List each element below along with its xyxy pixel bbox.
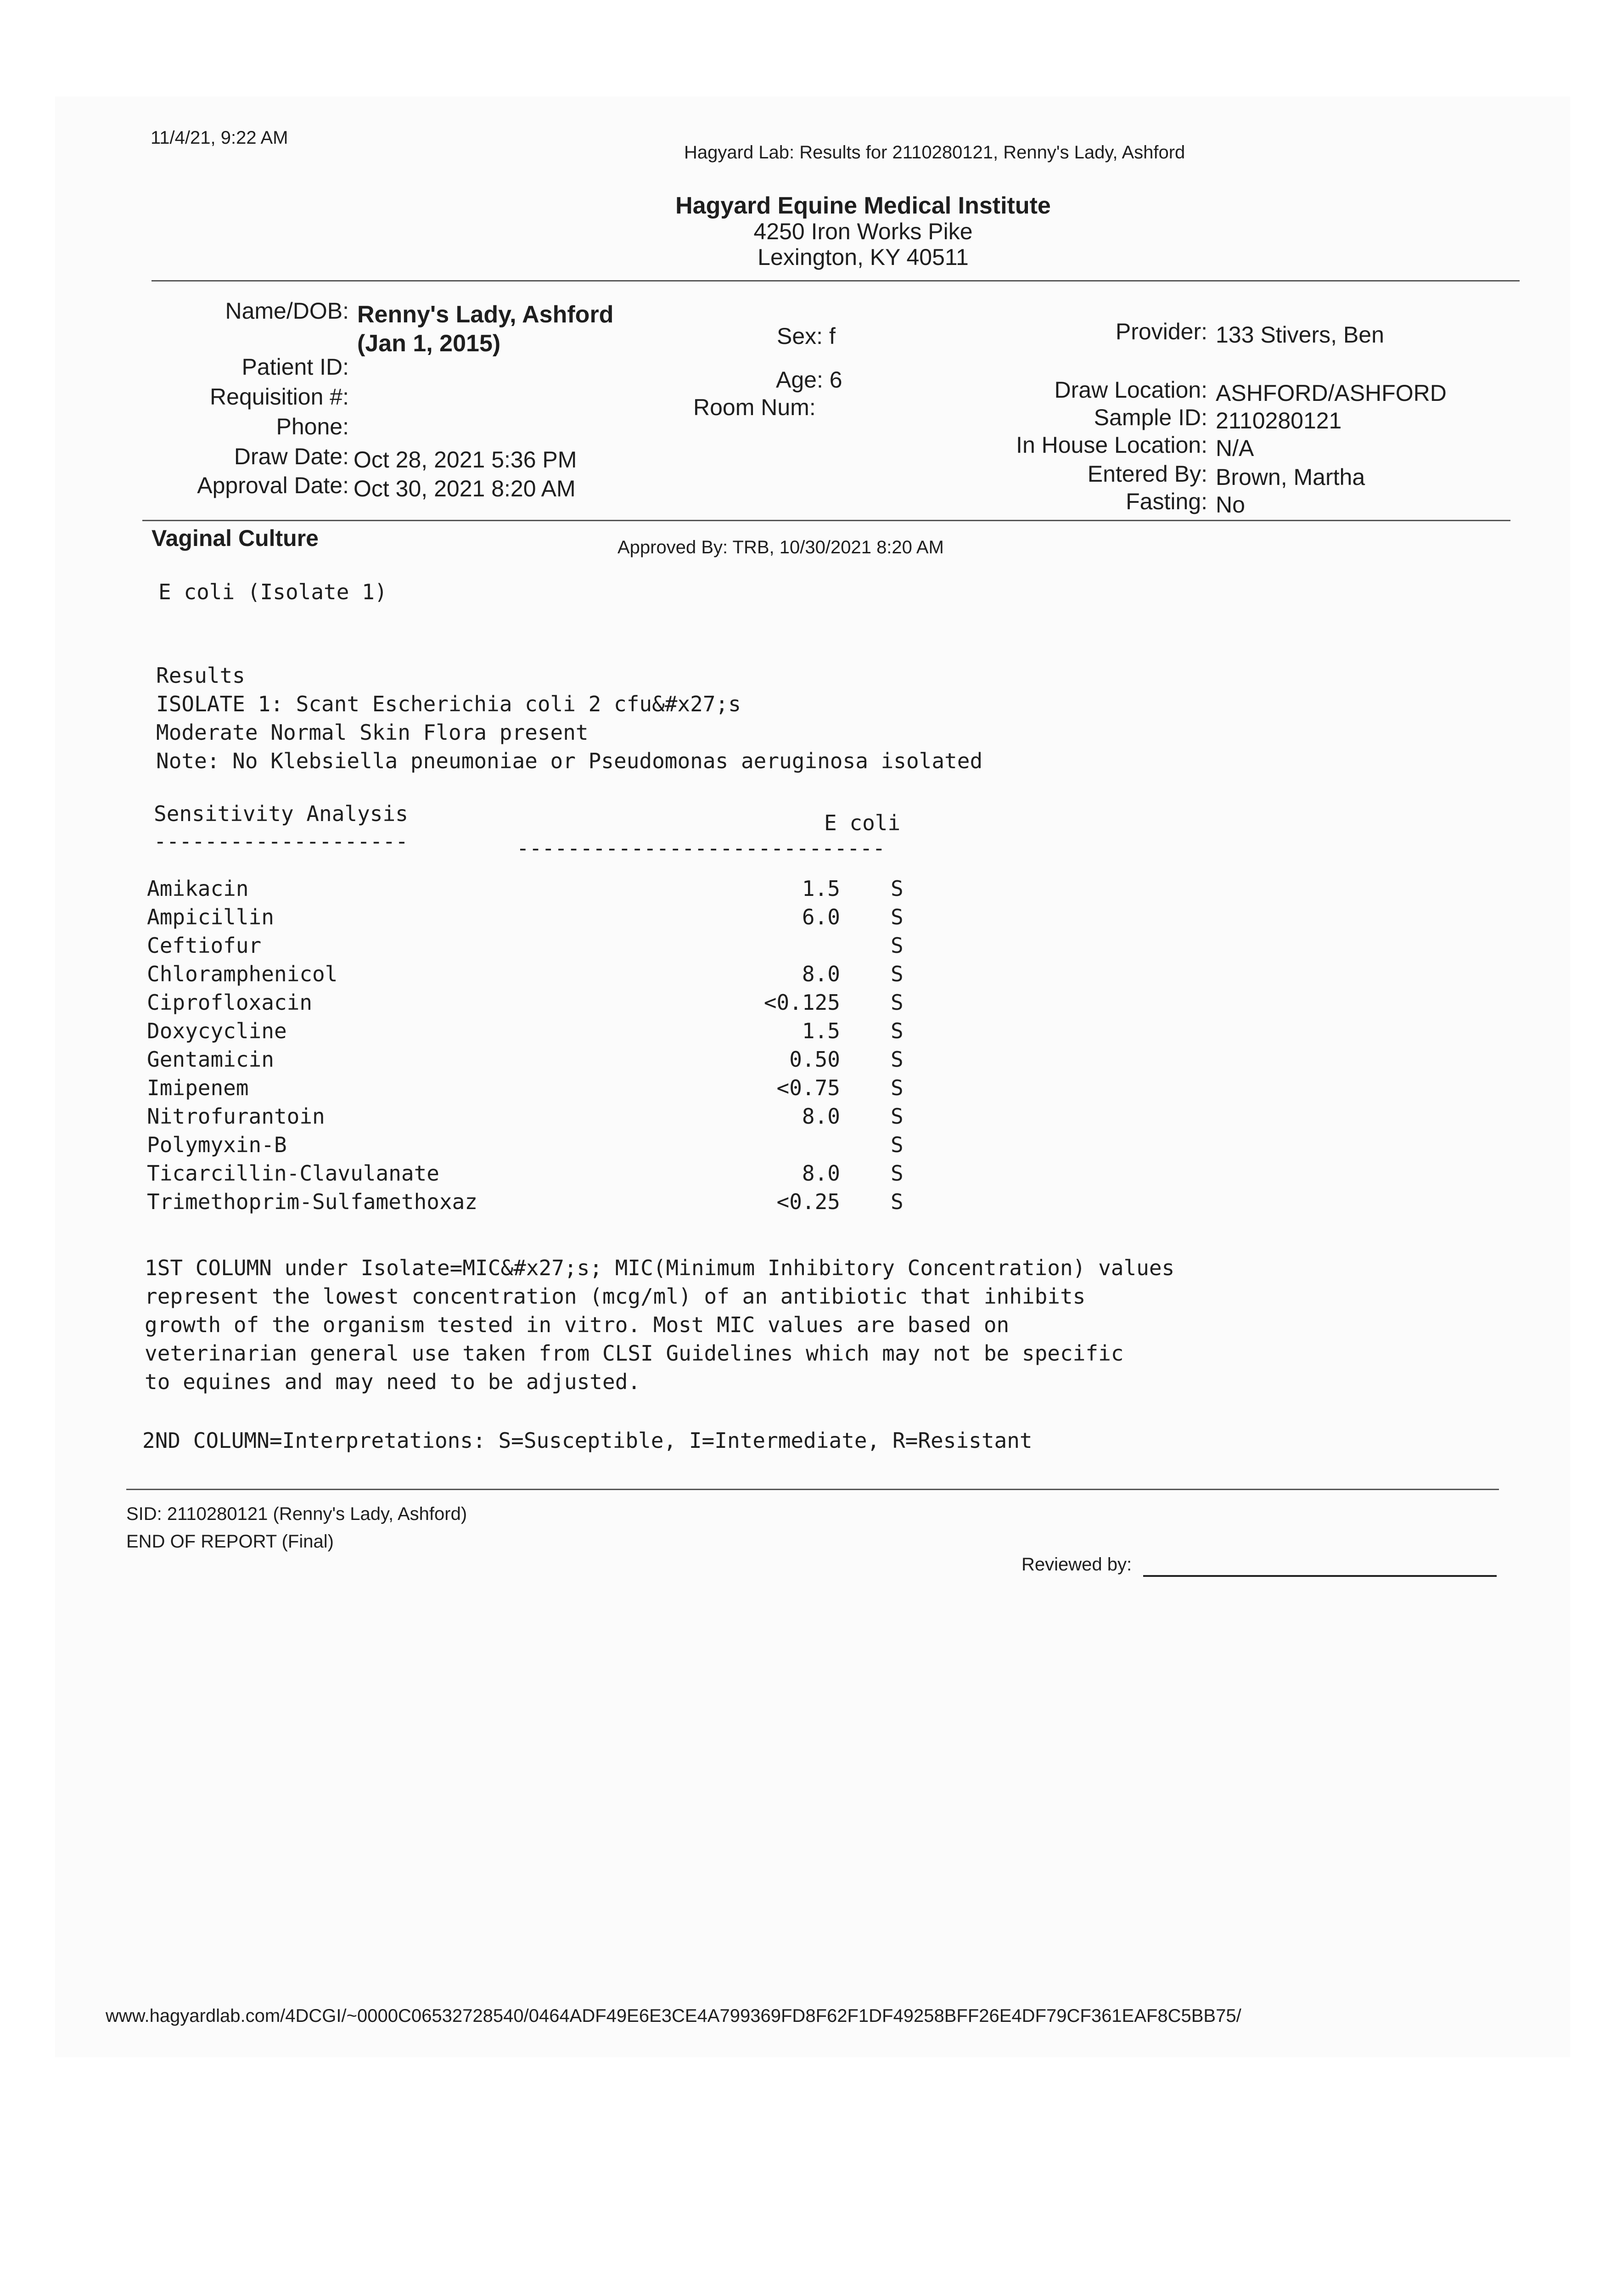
table-row <box>147 990 927 1019</box>
draw-location-value: ASHFORD/ASHFORD <box>1216 380 1447 406</box>
antibiotic-name: Gentamicin <box>147 1047 274 1072</box>
table-row <box>147 905 927 933</box>
draw-date-label: Draw Date: <box>234 444 349 469</box>
mic-value: 1.5 <box>802 876 840 901</box>
note-line: 1ST COLUMN under Isolate=MIC&#x27;s; MIC(Minimum Inhibitory Concentration) values <box>145 1255 1175 1280</box>
age-label: Age: <box>776 367 823 393</box>
note-line: represent the lowest concentration (mcg/ml) of an antibiotic that inhibits <box>145 1284 1086 1309</box>
entered-by-value: Brown, Martha <box>1216 464 1365 490</box>
interpretation: S <box>891 962 904 986</box>
table-row <box>147 1132 927 1161</box>
reviewed-by-signature-line <box>1143 1575 1497 1577</box>
mic-value: 1.5 <box>802 1019 840 1043</box>
patient-id-label: Patient ID: <box>241 354 349 380</box>
interpretation: S <box>891 1189 904 1214</box>
patient-name: Renny's Lady, Ashford <box>357 301 614 328</box>
institute-address-2: Lexington, KY 40511 <box>758 244 969 270</box>
divider-top <box>152 280 1520 281</box>
in-house-label: In House Location: <box>1016 432 1207 458</box>
mic-value: 0.50 <box>789 1047 840 1072</box>
provider-value: 133 Stivers, Ben <box>1216 322 1384 348</box>
antibiotic-table <box>147 876 927 1218</box>
institute-address-1: 4250 Iron Works Pike <box>753 219 973 244</box>
name-label: Name/DOB: <box>225 298 349 324</box>
footer-sid: SID: 2110280121 (Renny's Lady, Ashford) <box>126 1504 467 1524</box>
mic-value: 6.0 <box>802 905 840 929</box>
draw-location-label: Draw Location: <box>1054 377 1207 403</box>
provider-label: Provider: <box>1115 319 1207 344</box>
interpretation: S <box>891 1047 904 1072</box>
note-line: to equines and may need to be adjusted. <box>145 1369 641 1394</box>
table-row <box>147 876 927 905</box>
sensitivity-heading: Sensitivity Analysis <box>154 801 408 826</box>
divider-footer <box>126 1489 1499 1490</box>
institute-block <box>505 193 1221 270</box>
antibiotic-name: Ticarcillin-Clavulanate <box>147 1161 439 1186</box>
mic-value: <0.75 <box>776 1075 840 1100</box>
interpretation: S <box>891 1104 904 1129</box>
in-house-value: N/A <box>1216 435 1254 461</box>
table-row <box>147 1189 927 1218</box>
interpretation: S <box>891 933 904 958</box>
result-line: Note: No Klebsiella pneumoniae or Pseudomonas aeruginosa isolated <box>156 748 983 773</box>
results-block <box>156 661 982 775</box>
interpretation: S <box>891 1161 904 1186</box>
antibiotic-name: Polymyxin-B <box>147 1132 287 1157</box>
interpretation: S <box>891 1075 904 1100</box>
interpretation: S <box>891 990 904 1015</box>
antibiotic-name: Doxycycline <box>147 1019 287 1043</box>
note-line: veterinarian general use taken from CLSI Guidelines which may not be specific <box>145 1341 1124 1366</box>
antibiotic-name: Ceftiofur <box>147 933 262 958</box>
antibiotic-name: Chloramphenicol <box>147 962 338 986</box>
age-field <box>776 366 842 393</box>
antibiotic-name: Amikacin <box>147 876 249 901</box>
table-row <box>147 1075 927 1104</box>
table-row <box>147 962 927 990</box>
table-row <box>147 1161 927 1189</box>
mic-value: <0.125 <box>763 990 840 1015</box>
test-name: Vaginal Culture <box>152 525 319 551</box>
antibiotic-name: Trimethoprim-Sulfamethoxaz <box>147 1189 478 1214</box>
sample-id-label: Sample ID: <box>1094 405 1207 430</box>
divider-patient <box>142 520 1510 521</box>
fasting-label: Fasting: <box>1126 489 1207 514</box>
mic-note <box>145 1254 1174 1396</box>
interpretation: S <box>891 905 904 929</box>
interpretation-legend: 2ND COLUMN=Interpretations: S=Susceptible, I=Intermediate, R=Resistant <box>142 1428 1033 1453</box>
print-timestamp: 11/4/21, 9:22 AM <box>151 128 288 148</box>
phone-label: Phone: <box>276 414 349 439</box>
results-heading: Results <box>156 663 245 688</box>
sample-id-value: 2110280121 <box>1216 408 1342 433</box>
antibiotic-name: Ciprofloxacin <box>147 990 313 1015</box>
mic-value: 8.0 <box>802 1104 840 1129</box>
approved-by: Approved By: TRB, 10/30/2021 8:20 AM <box>617 537 944 557</box>
mic-value: <0.25 <box>776 1189 840 1214</box>
table-row <box>147 933 927 962</box>
result-line: Moderate Normal Skin Flora present <box>156 720 589 745</box>
approval-date-label: Approval Date: <box>197 473 349 498</box>
antibiotic-name: Nitrofurantoin <box>147 1104 325 1129</box>
age-value: 6 <box>829 367 842 393</box>
interpretation: S <box>891 876 904 901</box>
page-title: Hagyard Lab: Results for 2110280121, Renny's Lady, Ashford <box>684 142 1185 163</box>
draw-date-value: Oct 28, 2021 5:36 PM <box>354 447 577 473</box>
interpretation: S <box>891 1019 904 1043</box>
sensitivity-underline: -------------------- <box>154 829 408 854</box>
footer-url: www.hagyardlab.com/4DCGI/~0000C06532728540/0464ADF49E6E3CE4A799369FD8F62F1DF49258BFF26E4DF79CF361EAF8C5BB75/ <box>106 2006 1241 2026</box>
mic-value: 8.0 <box>802 1161 840 1186</box>
requisition-label: Requisition #: <box>210 384 349 410</box>
interpretation: S <box>891 1132 904 1157</box>
table-row <box>147 1019 927 1047</box>
institute-name: Hagyard Equine Medical Institute <box>675 192 1051 219</box>
entered-by-label: Entered By: <box>1087 461 1207 487</box>
sex-label: Sex: <box>777 323 823 349</box>
isolate-heading: E coli (Isolate 1) <box>158 580 387 604</box>
reviewed-by-label: Reviewed by: <box>1021 1554 1132 1575</box>
footer-end: END OF REPORT (Final) <box>126 1531 334 1552</box>
sex-field <box>777 323 836 349</box>
patient-dob: (Jan 1, 2015) <box>357 330 501 357</box>
antibiotic-name: Ampicillin <box>147 905 274 929</box>
note-line: growth of the organism tested in vitro. Most MIC values are based on <box>145 1312 1010 1337</box>
approval-date-value: Oct 30, 2021 8:20 AM <box>354 476 576 501</box>
sex-value: f <box>829 323 836 349</box>
table-row <box>147 1047 927 1075</box>
organism-underline: ----------------------------- <box>516 836 886 861</box>
fasting-value: No <box>1216 492 1245 518</box>
antibiotic-name: Imipenem <box>147 1075 249 1100</box>
table-row <box>147 1104 927 1132</box>
result-line: ISOLATE 1: Scant Escherichia coli 2 cfu&#x27;s <box>156 692 741 716</box>
mic-value: 8.0 <box>802 962 840 986</box>
organism-heading: E coli <box>824 810 901 835</box>
room-label: Room Num: <box>693 394 816 420</box>
